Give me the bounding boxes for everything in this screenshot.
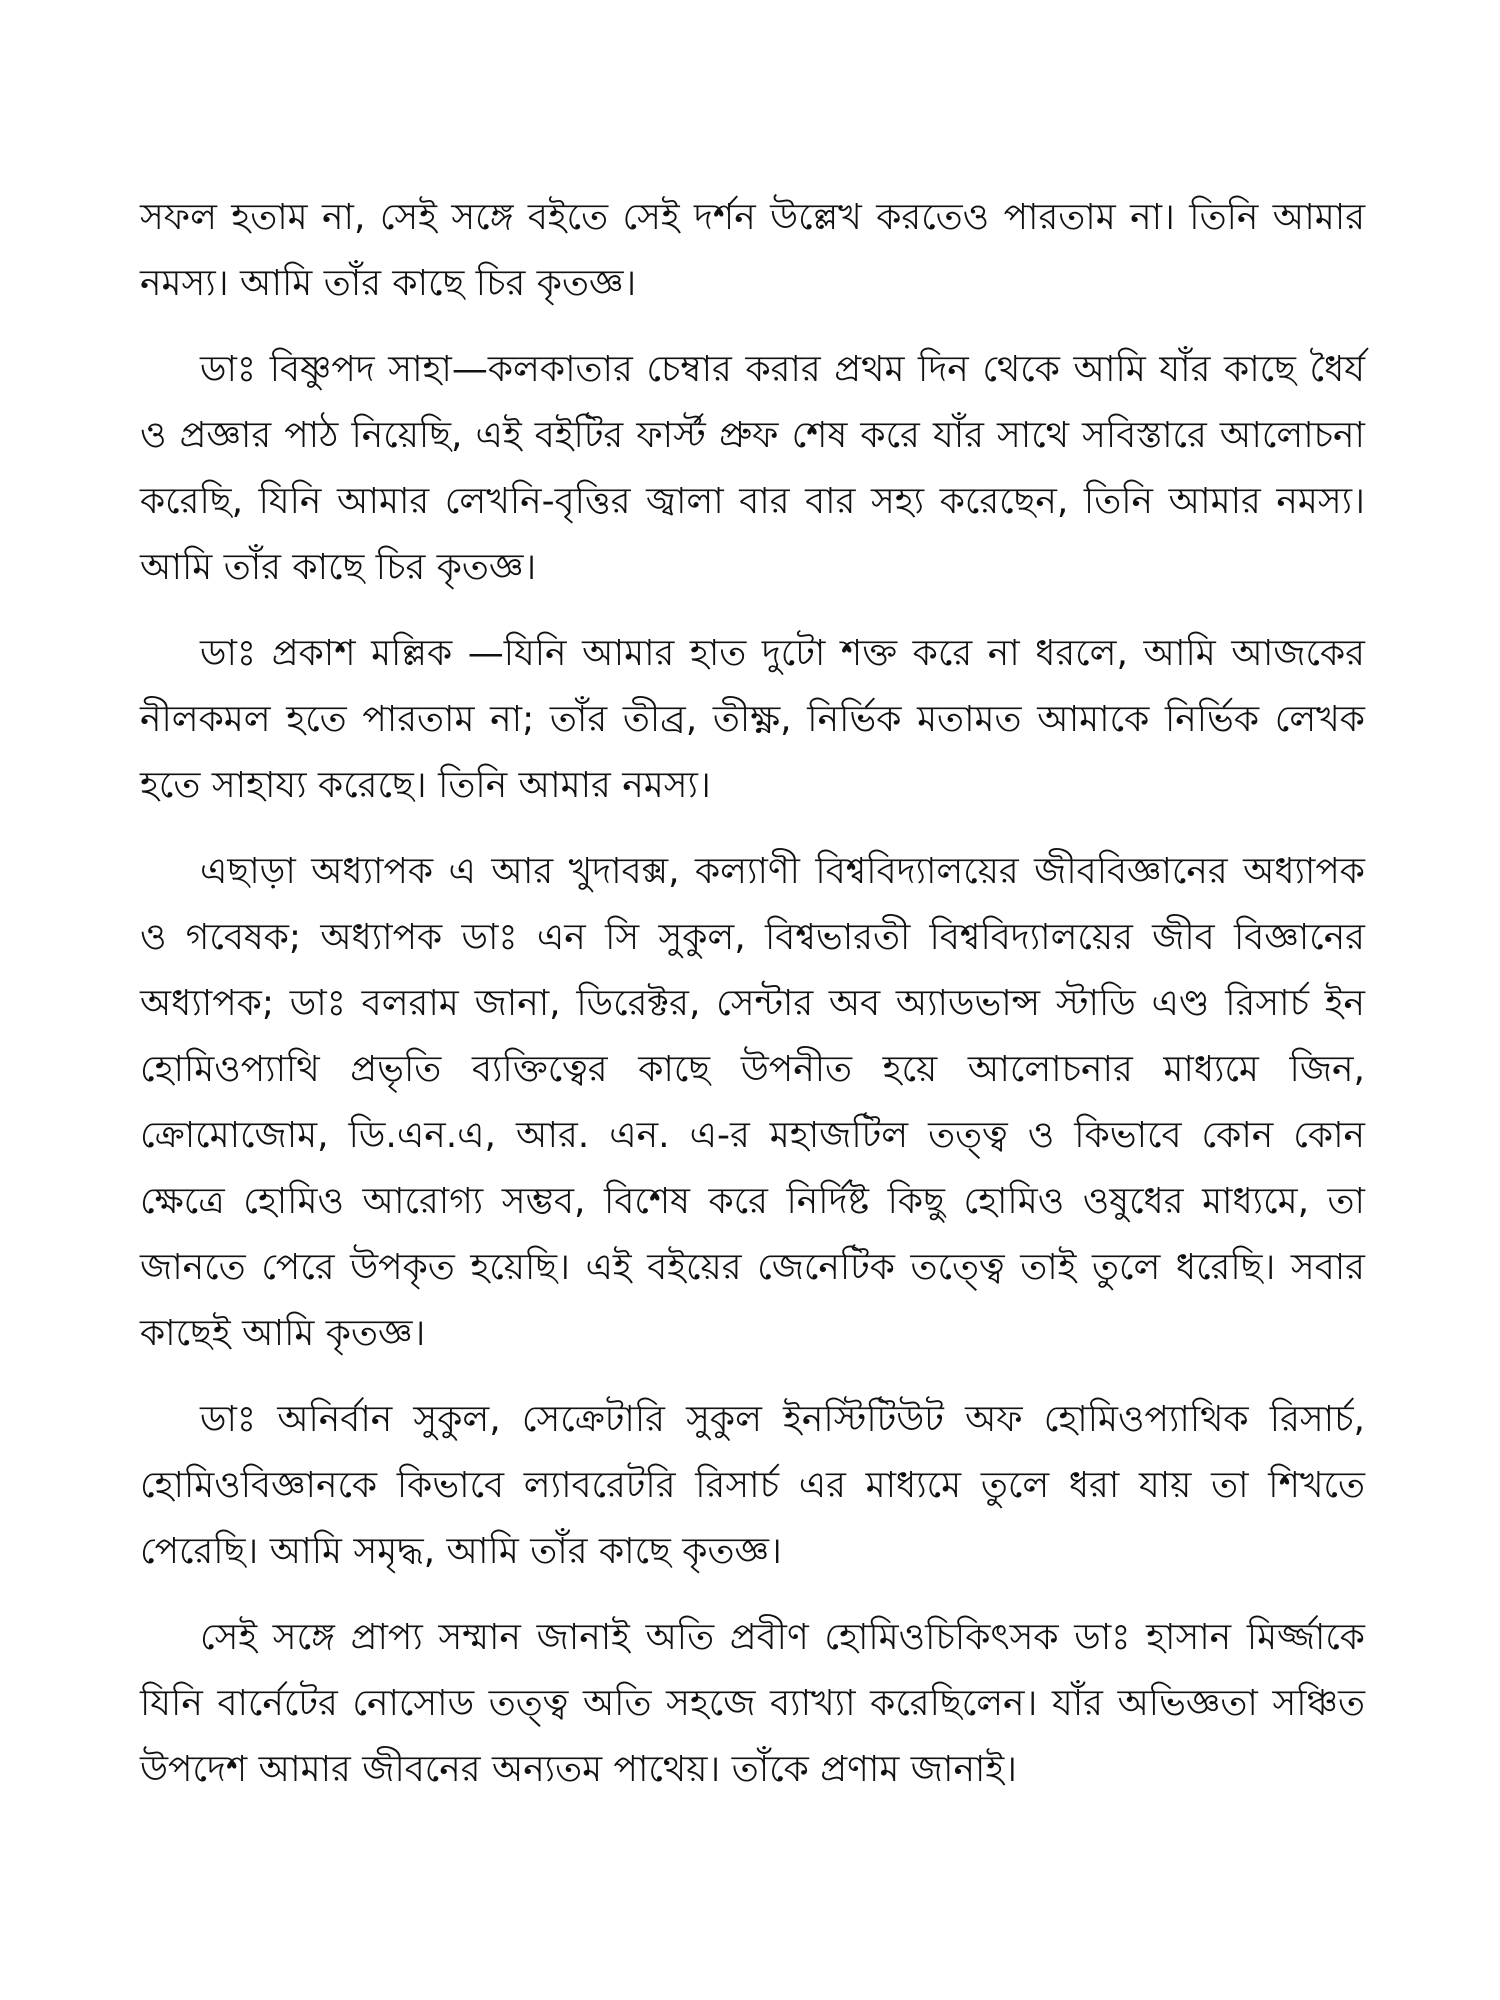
paragraph-1: সফল হতাম না, সেই সঙ্গে বইতে সেই দর্শন উল্লেখ করতেও পারতাম না। তিনি আমার নমস্য। আমি তাঁর কাছে চির কৃতজ্ঞ। (140, 197, 1365, 304)
paragraph-2: ডাঃ বিষ্ণুপদ সাহা—কলকাতার চেম্বার করার প্রথম দিন থেকে আমি যাঁর কাছে ধৈর্য ও প্রজ্ঞার পাঠ নিয়েছি, এই বইটির ফার্স্ট প্রুফ শেষ করে যাঁর সাথে সবিস্তারে আলোচনা করেছি, যিনি আমার লেখনি-বৃত্তির জ্বালা বার বার সহ্য করেছেন, তিনি আমার নমস্য। আমি তাঁর কাছে চির কৃতজ্ঞ। (140, 349, 1365, 588)
paragraph-3: ডাঃ প্রকাশ মল্লিক —যিনি আমার হাত দুটো শক্ত করে না ধরলে, আমি আজকের নীলকমল হতে পারতাম না; তাঁর তীব্র, তীক্ষ্ণ, নির্ভিক মতামত আমাকে নির্ভিক লেখক হতে সাহায্য করেছে। তিনি আমার নমস্য। (140, 633, 1365, 806)
paragraph-6: সেই সঙ্গে প্রাপ্য সম্মান জানাই অতি প্রবীণ হোমিওচিকিৎসক ডাঃ হাসান মির্জ্জাকে যিনি বার্নেটের নোসোড তত্ত্ব অতি সহজে ব্যাখ্যা করেছিলেন। যাঁর অভিজ্ঞতা সঞ্চিত উপদেশ আমার জীবনের অন্যতম পাথেয়। তাঁকে প্রণাম জানাই। (140, 1617, 1365, 1790)
paragraph-4: এছাড়া অধ্যাপক এ আর খুদাবক্স, কল্যাণী বিশ্ববিদ্যালয়ের জীববিজ্ঞানের অধ্যাপক ও গবেষক; অধ্যাপক ডাঃ এন সি সুকুল, বিশ্বভারতী বিশ্ববিদ্যালয়ের জীব বিজ্ঞানের অধ্যাপক; ডাঃ বলরাম জানা, ডিরেক্টর, সেন্টার অব অ্যাডভান্স স্টাডি এণ্ড রিসার্চ ইন হোমিওপ্যাথি প্রভৃতি ব্যক্তিত্বের কাছে উপনীত হয়ে আলোচনার মাধ্যমে জিন, ক্রোমোজোম, ডি.এন.এ, আর. এন. এ-র মহাজটিল তত্ত্ব ও কিভাবে কোন কোন ক্ষেত্রে হোমিও আরোগ্য সম্ভব, বিশেষ করে নির্দিষ্ট কিছু হোমিও ওষুধের মাধ্যমে, তা জানতে পেরে উপকৃত হয়েছি। এই বইয়ের জেনেটিক তত্ত্বে তাই তুলে ধরেছি। সবার কাছেই আমি কৃতজ্ঞ। (140, 851, 1365, 1354)
paragraph-5: ডাঃ অনির্বান সুকুল, সেক্রেটারি সুকুল ইনস্টিটিউট অফ হোমিওপ্যাথিক রিসার্চ, হোমিওবিজ্ঞানকে কিভাবে ল্যাবরেটরি রিসার্চ এর মাধ্যমে তুলে ধরা যায় তা শিখতে পেরেছি। আমি সমৃদ্ধ, আমি তাঁর কাছে কৃতজ্ঞ। (140, 1399, 1365, 1572)
document-page (140, 185, 1365, 1823)
